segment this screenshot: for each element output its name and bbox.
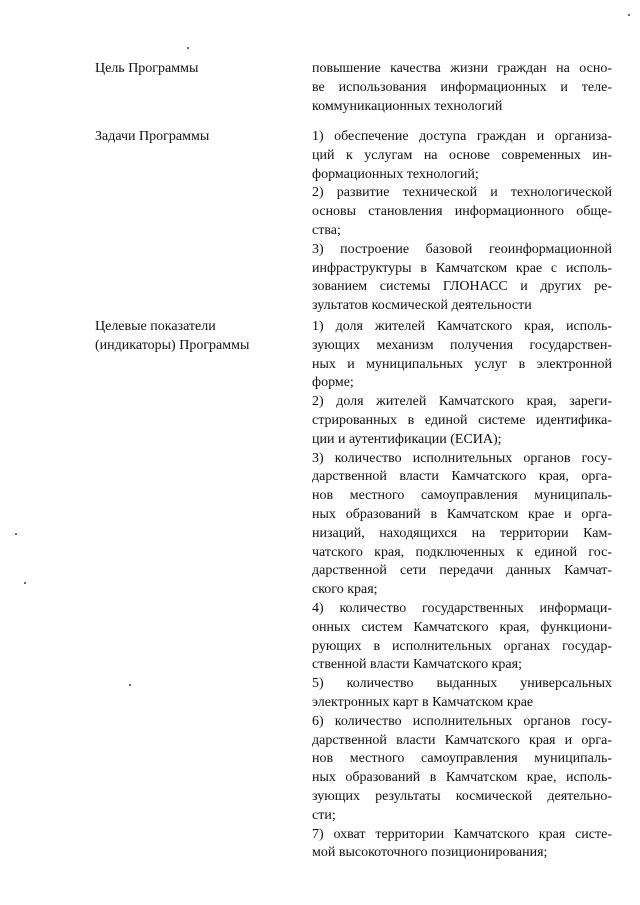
- row-content-indicators: [312, 318, 612, 863]
- content-line: электронных карт в Камчатском крае: [312, 694, 534, 710]
- content-line: ных образований в Камчатском крае, исполь-: [312, 770, 612, 786]
- content-line: зованием системы ГЛОНАСС и других ре-: [312, 279, 612, 295]
- content-line: ства;: [312, 222, 341, 238]
- content-line: сти;: [312, 807, 336, 823]
- content-line: 4) количество государственных информаци-: [312, 600, 612, 616]
- content-line: 2) развитие технической и технологической: [312, 185, 612, 201]
- content-line: ственной власти Камчатского края;: [312, 657, 522, 673]
- content-line: форме;: [312, 375, 354, 391]
- scan-speck: [15, 533, 17, 535]
- content-line: инфраструктуры в Камчатском крае с исполь-: [312, 260, 612, 276]
- content-line: ского края;: [312, 582, 378, 598]
- row-label-tasks: [95, 128, 295, 147]
- content-line: нов местного самоуправления муниципаль-: [312, 488, 612, 504]
- content-line: 1) доля жителей Камчатского края, исполь-: [312, 319, 612, 334]
- content-line: повышение качества жизни граждан на осно-: [312, 61, 612, 76]
- content-line: дарственной власти Камчатского края, орга-: [312, 469, 612, 485]
- content-line: основы становления информационного обще-: [312, 204, 612, 220]
- label-line: Целевые показатели: [95, 319, 216, 334]
- content-line: формационных технологий;: [312, 166, 479, 182]
- content-line: 1) обеспечение доступа граждан и организа-: [312, 129, 612, 144]
- content-line: ных и муниципальных услуг в электронной: [312, 356, 612, 372]
- content-line: ве использования информационных и теле-: [312, 79, 612, 95]
- content-line: 2) доля жителей Камчатского края, зареги-: [312, 394, 612, 410]
- content-line: 7) охват территории Камчатского края систе-: [312, 826, 612, 842]
- content-line: ных образований в Камчатском крае и орга-: [312, 506, 612, 522]
- content-line: мой высокоточного позиционирования;: [312, 845, 548, 861]
- content-line: 5) количество выданных универсальных: [312, 676, 612, 692]
- row-content-tasks: [312, 128, 612, 316]
- content-line: рующих в исполнительных органах государ-: [312, 638, 612, 654]
- scan-speck: [24, 582, 26, 584]
- content-line: 3) построение базовой геоинформационной: [312, 241, 612, 257]
- row-label-indicators: [95, 318, 295, 356]
- content-line: зультатов космической деятельности: [312, 298, 532, 314]
- content-line: онных систем Камчатского края, функциони-: [312, 619, 612, 635]
- label-line: Задачи Программы: [95, 129, 210, 144]
- content-line: низаций, находящихся на территории Кам-: [312, 525, 612, 541]
- row-label-goal: [95, 60, 295, 79]
- content-line: стрированных в единой системе идентифика-: [312, 412, 612, 428]
- content-line: 3) количество исполнительных органов госу-: [312, 450, 612, 466]
- scan-speck: [187, 47, 189, 49]
- content-line: зующих результаты космической деятельно-: [312, 788, 612, 804]
- content-line: дарственной сети передачи данных Камчат-: [312, 563, 612, 579]
- scan-speck: [628, 14, 630, 16]
- row-content-goal: [312, 60, 612, 116]
- content-line: дарственной власти Камчатского края и орга-: [312, 732, 612, 748]
- content-line: коммуникационных технологий: [312, 98, 503, 114]
- scan-speck: [129, 684, 131, 686]
- content-line: нов местного самоуправления муниципаль-: [312, 751, 612, 767]
- label-line: (индикаторы) Программы: [95, 337, 250, 353]
- label-line: Цель Программы: [95, 61, 199, 76]
- content-line: 6) количество исполнительных органов госу-: [312, 713, 612, 729]
- content-line: зующих механизм получения государствен-: [312, 337, 612, 353]
- content-line: ции и аутентификации (ЕСИА);: [312, 431, 502, 447]
- content-line: ций к услугам на основе современных ин-: [312, 147, 612, 163]
- content-line: чатского края, подключенных к единой гос-: [312, 544, 612, 560]
